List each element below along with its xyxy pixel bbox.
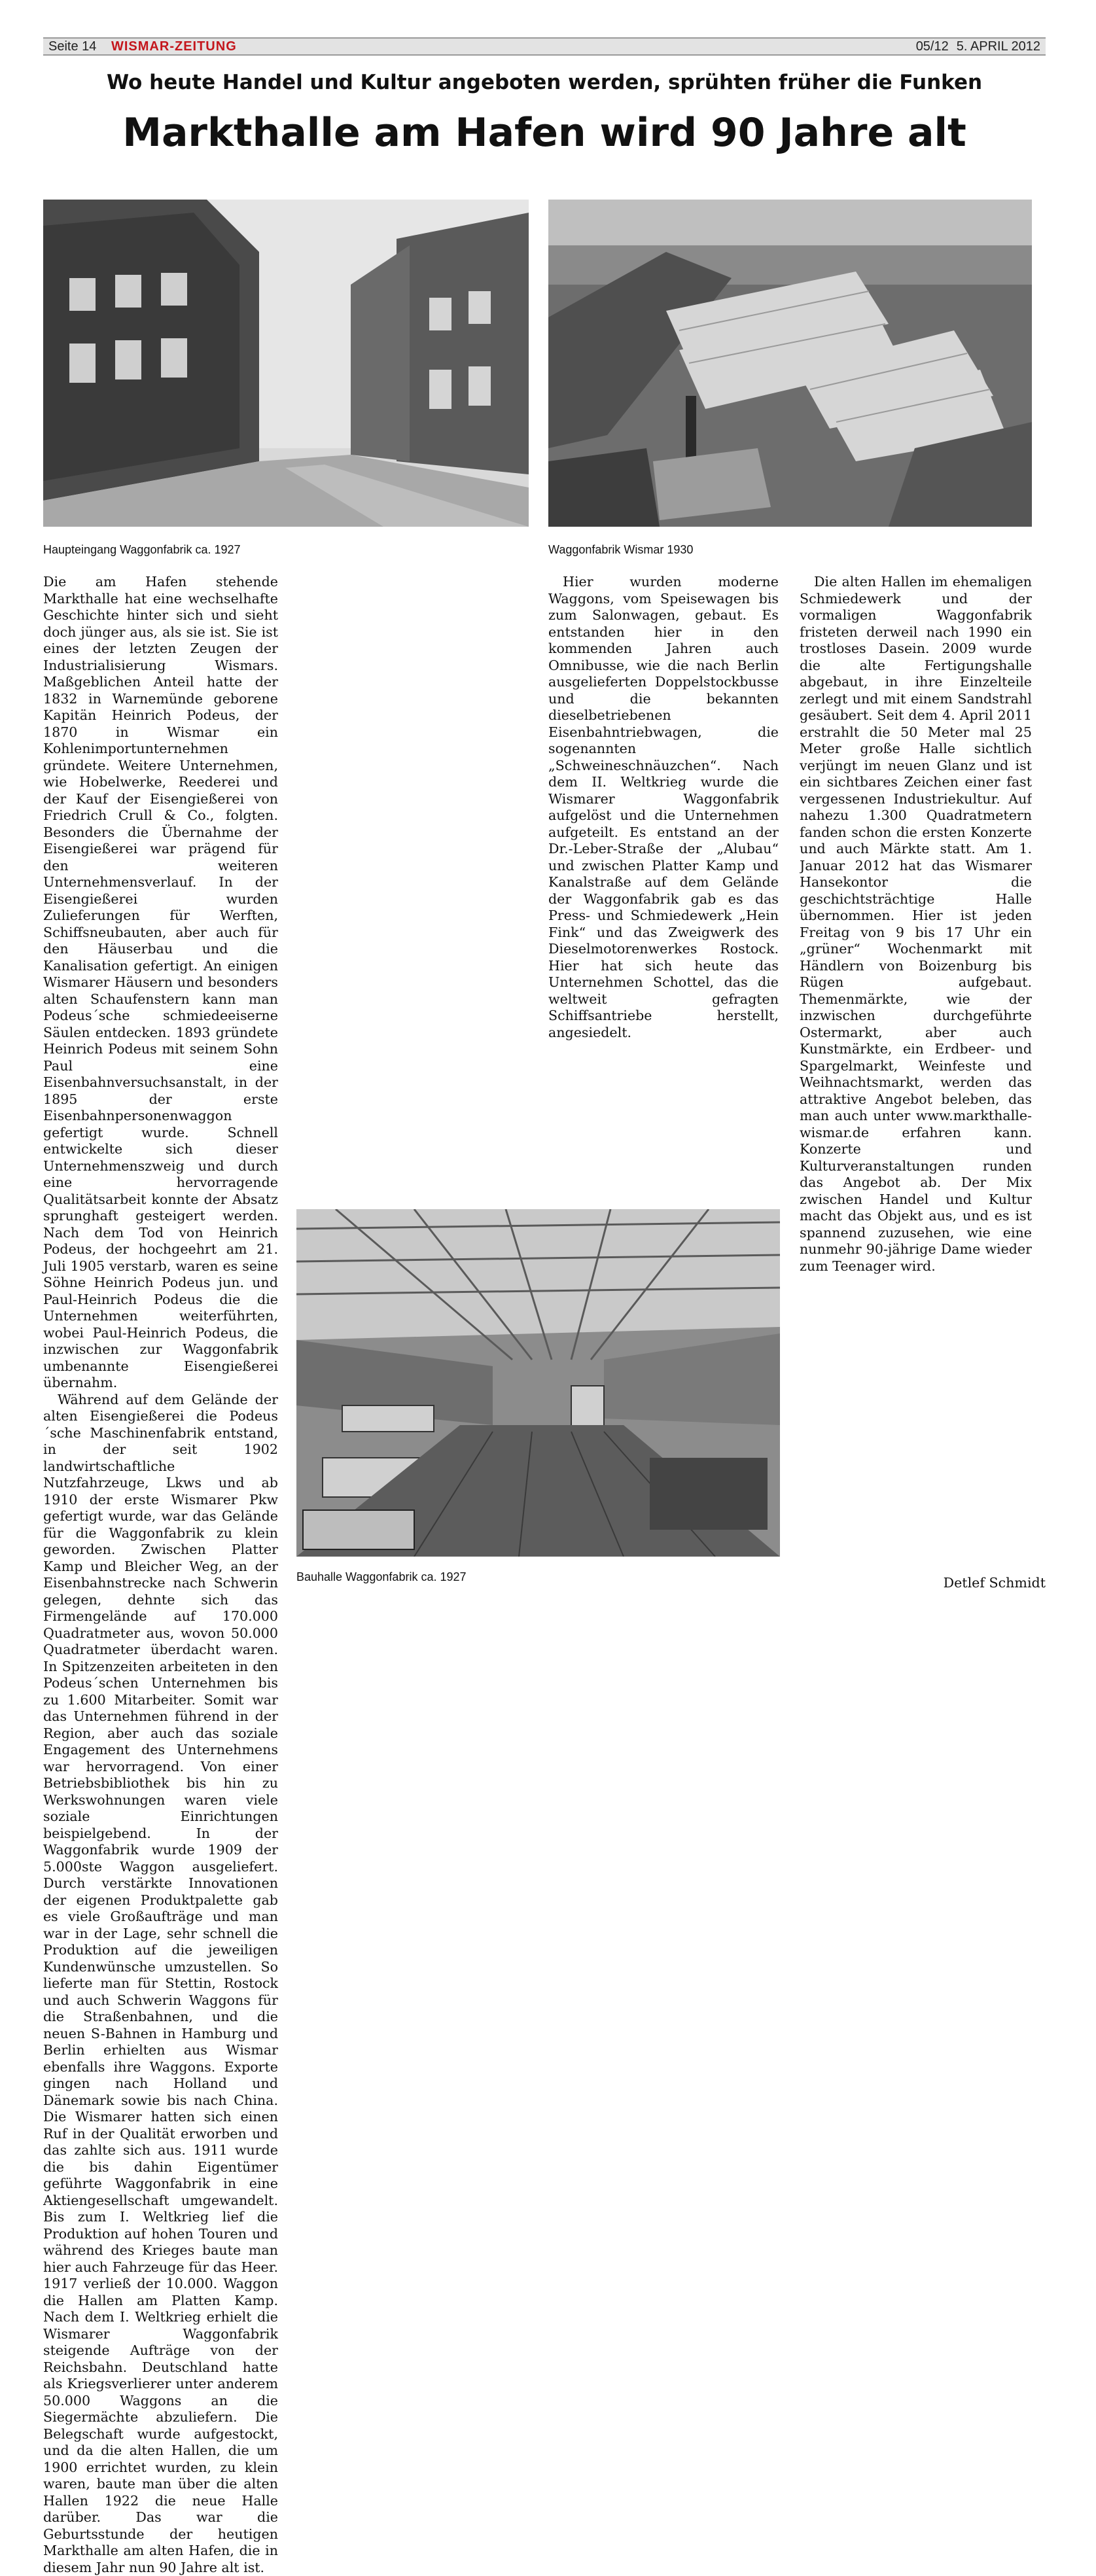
article-column-4 [800,574,1032,1572]
article-paragraph-3: Hier wurden moderne Waggons, vom Speisewagen bis zum Salonwagen, gebaut. Es entstanden hier in den kommenden Jahren auch Omnibusse, wie die nach Berlin ausgelieferten Doppelstockbusse und die bekannten dieselbetriebenen Eisenbahntriebwagen, die sogenannten „Schweineschnäuzchen“. Nach dem II. Weltkrieg wurde die Wismarer Waggonfabrik aufgelöst und die Unternehmen aufgeteilt. Es entstand an der Dr.-Leber-Straße der „Alubau“ und zwischen Platter Kamp und Kanalstraße auf dem Gelände der Waggonfabrik gab es das Press- und Schmiedewerk „Hein Fink“ und das Zweigwerk des Dieselmotorenwerkes Rostock. Hier hat sich heute das Unternehmen Schottel, das die weltweit gefragten Schiffsantriebe herstellt, angesiedelt. [548,574,779,1041]
article-paragraph-4: Die alten Hallen im ehemaligen Schmiedewerk und der vormaligen Waggonfabrik fristeten derweil nach 1990 ein trostloses Dasein. 2009 wurde die alte Fertigungshalle abgebaut, in ihre Einzelteile zerlegt und mit einem Sandstrahl gesäubert. Seit dem 4. April 2011 erstrahlt die 50 Meter mal 25 Meter große Halle sichtlich verjüngt im neuen Glanz und ist ein sichtbares Zeichen einer fast vergessenen Industriekultur. Auf nahezu 1.300 Quadratmetern fanden schon die ersten Konzerte und auch Märkte statt. Am 1. Januar 2012 hat das Wismarer Hansekontor die geschichtsträchtige Halle übernommen. Hier ist jeden Freitag von 9 bis 17 Uhr ein „grüner“ Wochenmarkt mit Händlern von Boizenburg bis Rügen aufgebaut. Themenmärkte, wie der inzwischen durchgeführte Ostermarkt, aber auch Kunstmärkte, ein Erdbeer- und Spargelmarkt, Weinfeste und Weihnachtsmarkt, werden das attraktive Angebot beleben, das man auch unter www.markthalle-wismar.de erfahren kann. Konzerte und Kulturveranstaltungen runden das Angebot ab. Der Mix zwischen Handel und Kultur macht das Objekt aus, und es ist spannend zuzusehen, wie eine nunmehr 90-jährige Dame wieder zum Teenager wird. [800,574,1032,1275]
issue-info [916,39,1040,54]
article-author: Detlef Schmidt [944,1575,1046,1591]
photo-caption-entrance: Haupteingang Waggonfabrik ca. 1927 [43,543,241,557]
article-paragraph-1: Die am Hafen stehende Markthalle hat eine wechselhafte Geschichte hinter sich und sieht doch jünger aus, als sie ist. Sie ist eines der letzten Zeugen der Industrialisierung Wismars. Maßgeblichen Anteil hatte der 1832 in Warnemünde geborene Kapitän Heinrich Podeus, der 1870 in Wismar ein Kohlenimportunternehmen gründete. Weitere Unternehmen, wie Hobelwerke, Reederei und der Kauf der Eisengießerei von Friedrich Crull & Co., folgten. Besonders die Übernahme der Eisengießerei war prägend für den weiteren Unternehmensverlauf. In der Eisengießerei wurden Zulieferungen für Werften, Schiffsneubauten, aber auch für den Häuserbau und die Kanalisation gefertigt. An einigen Wismarer Häusern und besonders alten Schaufenstern kann man Podeus´sche schmiedeeiserne Säulen entdecken. 1893 gründete Heinrich Podeus mit seinem Sohn Paul eine Eisenbahnversuchsanstalt, in der 1895 der erste Eisenbahnpersonenwaggon gefertigt wurde. Schnell entwickelte sich dieser Unternehmenszweig und durch eine hervorragende Qualitätsarbeit konnte der Absatz sprunghaft gesteigert werden. Nach dem Tod von Heinrich Podeus, der hochgeehrt am 21. Juli 1905 verstarb, waren es seine Söhne Heinrich Podeus jun. und Paul-Heinrich Podeus die die Unternehmen weiterführten, wobei Paul-Heinrich Podeus, die inzwischen zur Waggonfabrik umbenannte Eisengießerei übernahm. [43,574,278,1392]
issue-number: 05/12 [916,39,949,54]
photo-factory-aerial [548,200,1032,527]
factory-entrance-photo-icon [43,200,529,527]
article-column-3 [548,574,779,1195]
page-header [43,37,1046,56]
article-column-1 [43,574,278,1572]
photo-caption-aerial: Waggonfabrik Wismar 1930 [548,543,693,557]
factory-aerial-photo-icon [548,200,1032,527]
assembly-hall-photo-icon [296,1209,780,1557]
newspaper-name: WISMAR-ZEITUNG [111,39,237,54]
photo-assembly-hall [296,1209,780,1557]
article-paragraph-2a: Während auf dem Gelände der alten Eisengießerei die Podeus´sche Maschinenfabrik entstand, in der seit 1902 landwirtschaftliche Nutzfahrzeuge, Lkws und ab 1910 der erste Wismarer Pkw gefertigt wurde, war das Gelände für die Waggonfabrik zu klein geworden. Zwischen Platter Kamp und Bleicher Weg, an der Eisenbahnstrecke nach Schwerin gelegen, dehnte sich das Firmengelände auf 170.000 Quadratmeter aus, wovon 50.000 Quadratmeter überdacht waren. In Spitzenzeiten arbeiteten in den Podeus´schen Unternehmen bis zu 1.600 Mitarbeiter. Somit war das Unternehmen führend in der Region, aber auch das soziale Engagement des Unternehmens war hervorragend. Von einer Betriebsbibliothek bis hin zu Werkswohnungen waren viele soziale Einrichtungen beispielgebend. In der Waggonfabrik wurde 1909 der 5.000ste Waggon ausgeliefert. Durch verstärkte Innovationen der eigenen Produktpalette gab es viele Großaufträge und man war in der Lage, sehr schnell die Produktion auf die jeweiligen Kundenwünsche umzustellen. So lieferte man für Stettin, Rostock und auch Schwerin Waggons für die Straßenbahnen, und die neuen S-Bahnen in Hamburg und Berlin erhielten aus Wismar ebenfalls ihre Waggons. Exporte gingen nach Holland und Dänemark sowie bis nach China. Die Wismarer hatten sich einen Ruf in der Qualität erworben und das zahlte sich aus. 1911 wurde die bis dahin Eigentümer geführte Waggonfabrik in eine Aktiengesellschaft umgewandelt. Bis zum I. Weltkrieg lief die Produktion auf hohen Touren und während des Krieges baute man hier auch Fahrzeuge für das Heer. 1917 verließ der 10.000. Waggon die Hallen am Platten Kamp. Nach dem I. Weltkrieg erhielt die Wismarer Waggonfabrik steigende Aufträge von der Reichsbahn. Deutschland hatte als Kriegsverlierer unter anderem 50.000 Waggons an die Siegermächte abzuliefern. Die Belegschaft wurde aufgestockt, und da die alten Hallen, die um 1900 errichtet wurden, zu klein waren, baute man über die alten Hallen 1922 die neue Halle darüber. Das war die Geburtsstunde der heutigen Markthalle am alten Hafen, die in diesem Jahr nun 90 Jahre alt ist. [43,1392,278,2576]
issue-date: 5. APRIL 2012 [957,39,1040,54]
article-headline: Markthalle am Hafen wird 90 Jahre alt [43,110,1046,156]
photo-caption-hall: Bauhalle Waggonfabrik ca. 1927 [296,1570,467,1584]
article-kicker: Wo heute Handel und Kultur angeboten werden, sprühten früher die Funken [43,71,1046,94]
page-number: Seite 14 [48,39,96,54]
photo-factory-entrance [43,200,529,527]
